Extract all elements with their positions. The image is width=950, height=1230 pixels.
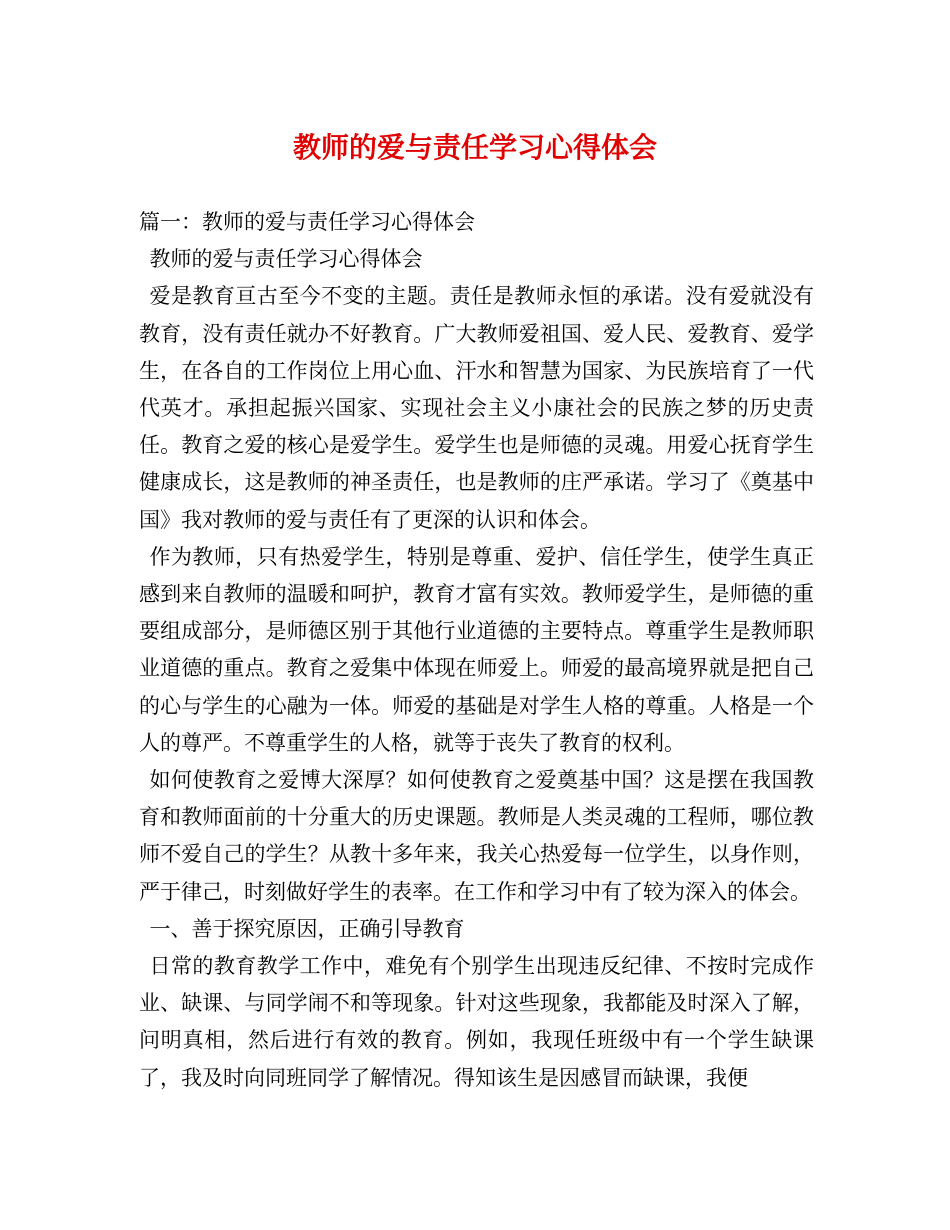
subsection-heading: 一、善于探究原因，正确引导教育	[149, 916, 465, 941]
document-title: 教师的爱与责任学习心得体会	[292, 131, 657, 164]
section-heading: 篇一：教师的爱与责任学习心得体会	[139, 210, 475, 234]
document-body	[139, 204, 814, 1097]
body-paragraph: 作为教师，只有热爱学生，特别是尊重、爱护、信任学生，使学生真正感到来自教师的温暖和呵护，教育才富有实效。教师爱学生，是师德的重要组成部分，是师德区别于其他行业道德的主要特点。尊重学生是教师职业道德的重点。教育之爱集中体现在师爱上。师爱的最高境界就是把自己的心与学生的心融为一体。师爱的基础是对学生人格的尊重。人格是一个人的尊严。不尊重学生的人格，就等于丧失了教育的权利。	[139, 544, 814, 755]
body-paragraph: 日常的教育教学工作中，难免有个别学生出现违反纪律、不按时完成作业、缺课、与同学闹不和等现象。针对这些现象，我都能及时深入了解，问明真相，然后进行有效的教育。例如，我现任班级中有一个学生缺课了，我及时向同班同学了解情况。得知该生是因感冒而缺课，我便	[139, 954, 814, 1090]
body-paragraph: 如何使教育之爱博大深厚？如何使教育之爱奠基中国？这是摆在我国教育和教师面前的十分重大的历史课题。教师是人类灵魂的工程师，哪位教师不爱自己的学生？从教十多年来，我关心热爱每一位学生，以身作则，严于律己，时刻做好学生的表率。在工作和学习中有了较为深入的体会。	[139, 768, 814, 904]
body-paragraph: 爱是教育亘古至今不变的主题。责任是教师永恒的承诺。没有爱就没有教育，没有责任就办不好教育。广大教师爱祖国、爱人民、爱教育、爱学生，在各自的工作岗位上用心血、汗水和智慧为国家、为民族培育了一代代英才。承担起振兴国家、实现社会主义小康社会的民族之梦的历史责任。教育之爱的核心是爱学生。爱学生也是师德的灵魂。用爱心抚育学生健康成长，这是教师的神圣责任，也是教师的庄严承诺。学习了《奠基中国》我对教师的爱与责任有了更深的认识和体会。	[139, 284, 814, 532]
document-subtitle: 教师的爱与责任学习心得体会	[149, 247, 423, 272]
